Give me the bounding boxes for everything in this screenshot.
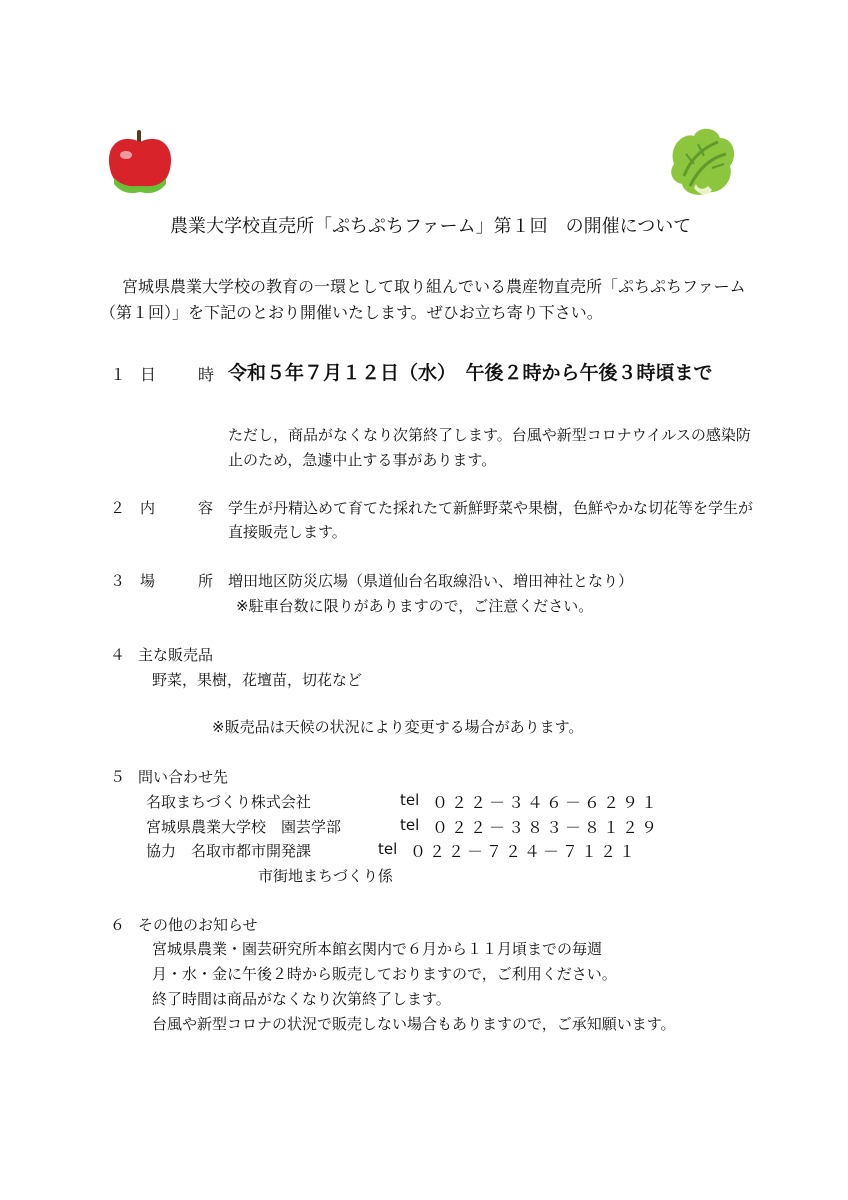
section-1-label-a: 日 <box>140 365 157 384</box>
content-line-2: 直接販売します。 <box>228 523 347 541</box>
contact-tel-label-1: tel <box>400 791 420 809</box>
section-3-label-a: 場 <box>140 572 156 590</box>
section-4-number: ４ <box>110 646 126 664</box>
place-parking-note: ※駐車台数に限りがありますので，ご注意ください。 <box>236 597 594 615</box>
other-line-1: 宮城県農業・園芸研究所本館玄関内で６月から１１月頃までの毎週 <box>152 940 603 958</box>
section-4-label: 主な販売品 <box>138 646 214 664</box>
intro-line-2: （第１回）」を下記のとおり開催いたします。ぜひお立ち寄り下さい。 <box>100 303 603 322</box>
contact-tel-1[interactable]: ０２２－３４６－６２９１ <box>432 793 661 812</box>
section-5-number: ５ <box>110 768 126 786</box>
products-note: ※販売品は天候の状況により変更する場合があります。 <box>212 718 584 736</box>
contact-tel-2[interactable]: ０２２－３８３－８１２９ <box>432 818 661 837</box>
lettuce-icon <box>664 124 740 198</box>
contact-org-1: 名取まちづくり株式会社 <box>146 793 311 811</box>
contact-tel-label-2: tel <box>400 816 420 834</box>
event-datetime: 令和５年７月１２日（水） 午後２時から午後３時頃まで <box>228 362 713 384</box>
datetime-note-2: 止のため，急遽中止する事があります。 <box>228 451 497 469</box>
other-line-3: 終了時間は商品がなくなり次第終了します。 <box>152 990 451 1008</box>
section-6-label: その他のお知らせ <box>138 916 258 934</box>
datetime-note-1: ただし，商品がなくなり次第終了します。台風や新型コロナウイルスの感染防 <box>228 426 751 444</box>
section-2-label-b: 容 <box>198 499 214 517</box>
section-2-label-a: 内 <box>140 499 156 517</box>
content-line-1: 学生が丹精込めて育てた採れたて新鮮野菜や果樹，色鮮やかな切花等を学生が <box>228 499 754 517</box>
intro-line-1: 宮城県農業大学校の教育の一環として取り組んでいる農産物直売所「ぷちぷちファーム <box>122 277 746 296</box>
section-1-number: １ <box>110 365 127 384</box>
section-2-number: ２ <box>110 499 126 517</box>
contact-tel-label-3: tel <box>378 840 398 858</box>
page-title: 農業大学校直売所「ぷちぷちファーム」第１回 の開催について <box>170 216 692 237</box>
section-6-number: ６ <box>110 916 126 934</box>
section-3-number: ３ <box>110 572 126 590</box>
contact-org-3: 協力 名取市都市開発課 <box>146 842 312 860</box>
section-5-label: 問い合わせ先 <box>138 768 229 786</box>
section-3-label-b: 所 <box>198 572 214 590</box>
contact-sub-department: 市街地まちづくり係 <box>258 867 393 885</box>
section-1-label-b: 時 <box>198 365 215 384</box>
other-line-4: 台風や新型コロナの状況で販売しない場合もありますので，ご承知願います。 <box>152 1015 676 1033</box>
place-line-1: 増田地区防災広場（県道仙台名取線沿い、増田神社となり） <box>228 572 634 590</box>
contact-org-2: 宮城県農業大学校 園芸学部 <box>146 818 342 836</box>
contact-tel-3[interactable]: ０２２－７２４－７１２１ <box>410 842 639 861</box>
other-line-2: 月・水・金に午後２時から販売しておりますので，ご利用ください。 <box>152 965 617 983</box>
apple-icon <box>104 128 176 198</box>
products-list: 野菜，果樹，花壇苗，切花など <box>152 671 363 689</box>
